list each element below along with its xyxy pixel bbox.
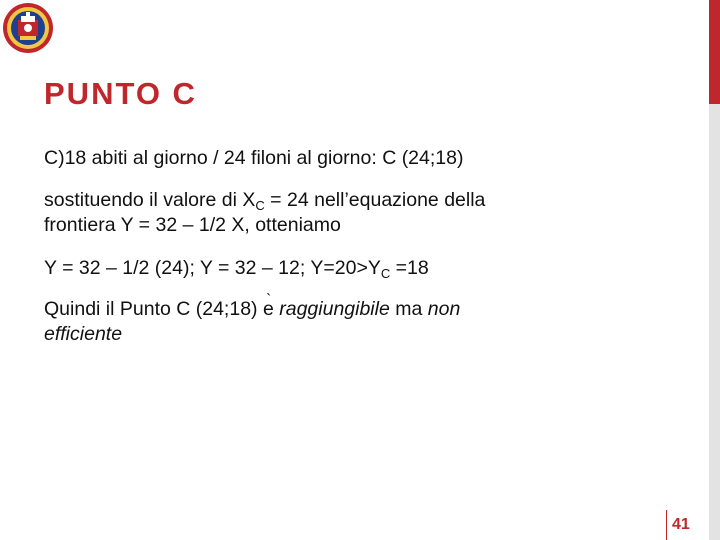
paragraph-point-c <box>44 146 463 171</box>
substitution-text-c: frontiera Y = 32 – 1/2 X, otteniamo <box>44 214 341 236</box>
conclusion-ma: ma <box>389 298 428 320</box>
university-seal-logo <box>2 2 54 54</box>
calculation-text-a: Y = 32 – 1/2 (24); Y = 32 – 12; Y=20>Y <box>44 257 381 279</box>
calculation-text-b: =18 <box>390 257 429 279</box>
accent-bar-grey <box>709 104 720 540</box>
page-number-divider <box>666 510 667 540</box>
substitution-text-a: sostituendo il valore di X <box>44 189 256 211</box>
conclusion-italic-efficiente: efficiente <box>44 323 123 345</box>
subscript-c: C <box>255 198 265 213</box>
accented-e: ` e <box>263 297 274 322</box>
conclusion-italic-non: non <box>427 298 461 320</box>
paragraph-calculation <box>44 256 429 281</box>
point-c-text: C)18 abiti al giorno / 24 filoni al giorno: C (24;18) <box>44 147 464 169</box>
accent-bar-red <box>709 0 720 104</box>
paragraph-substitution <box>44 188 485 238</box>
subscript-c-2: C <box>380 266 391 281</box>
conclusion-text-a: Quindi il Punto C (24;18) <box>44 298 263 320</box>
slide-title: PUNTO C <box>44 76 197 111</box>
page-number: 41 <box>672 516 690 533</box>
paragraph-conclusion <box>44 297 460 347</box>
substitution-text-b: = 24 nell’equazione della <box>264 189 486 211</box>
conclusion-italic-raggiungibile: raggiungibile <box>279 298 390 320</box>
